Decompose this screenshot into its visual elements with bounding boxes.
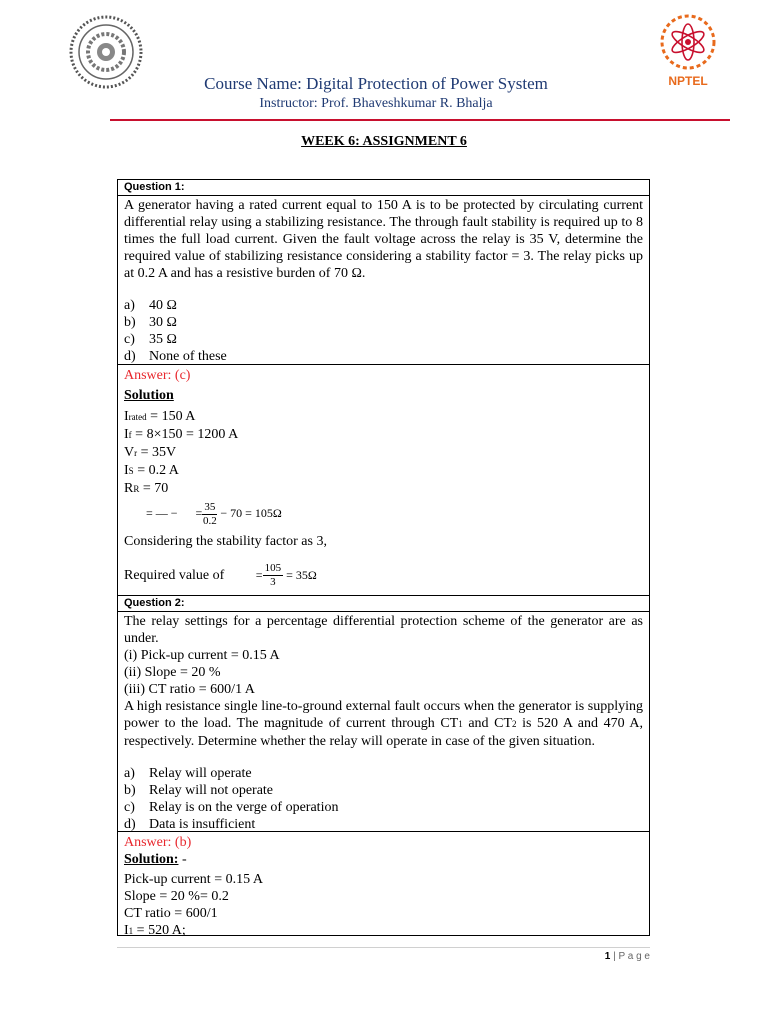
q2-solution-title: Solution: - xyxy=(124,852,187,867)
q1-solution-title: Solution xyxy=(124,388,174,403)
header-divider xyxy=(110,119,730,121)
q1-header: Question 1: xyxy=(124,181,185,193)
q2-option-c: c) Relay is on the verge of operation xyxy=(124,800,339,815)
q1-sol-line: RR = 70 xyxy=(124,481,169,496)
q2-sol-line: CT ratio = 600/1 xyxy=(124,906,218,921)
q2-body-box xyxy=(117,611,650,832)
q2-answer: Answer: (b) xyxy=(124,835,192,850)
q1-sol-line: If = 8×150 = 1200 A xyxy=(124,427,239,442)
q1-text: A generator having a rated current equal to 150 A is to be protected by circulating current differential relay using a stabilizing resistance. The through fault stability is required up to 8 times the full load current. Given the fault voltage across the relay is 35 V, determine the required value of stabilizing resistance considering a stability factor = 3. The relay picks up at 0.2 A and has a resistive burden of 70 Ω. xyxy=(124,198,643,281)
q1-option-b: b) 30 Ω xyxy=(124,315,177,330)
course-name: Course Name: Digital Protection of Power System xyxy=(204,74,548,93)
q1-option-d: d) None of these xyxy=(124,349,227,364)
q2-setting-2: (ii) Slope = 20 % xyxy=(124,665,221,680)
q1-considering: Considering the stability factor as 3, xyxy=(124,534,327,549)
q1-body-box xyxy=(117,195,650,365)
q1-answer: Answer: (c) xyxy=(124,368,191,383)
q2-text-2: A high resistance single line-to-ground external fault occurs when the generator is supplying power to the load. The magnitude of current through CT1 and CT2 is 520 A and 470 A, respectively. Determine whether the relay will operate in case of the given situation. xyxy=(124,699,643,749)
q1-option-a: a) 40 Ω xyxy=(124,298,177,313)
q1-sol-line: Vr = 35V xyxy=(124,445,177,460)
svg-text:NPTEL: NPTEL xyxy=(668,74,708,88)
q1-equation-1: = — − = $\frac{35}{0.2}$ − 70 = 105Ω xyxy=(146,500,282,527)
q1-sol-line: Irated = 150 A xyxy=(124,409,196,424)
q2-option-a: a) Relay will operate xyxy=(124,766,252,781)
q2-header: Question 2: xyxy=(124,597,185,609)
instructor-name: Instructor: Prof. Bhaveshkumar R. Bhalja xyxy=(259,96,493,111)
q2-sol-line: I1 = 520 A; xyxy=(124,923,186,938)
fraction: $\frac{35}{0.2}$ xyxy=(202,500,217,527)
q2-setting-1: (i) Pick-up current = 0.15 A xyxy=(124,648,280,663)
q2-solution-box xyxy=(117,831,650,936)
page-footer: 1 | P a g e xyxy=(604,951,650,962)
q2-header-box xyxy=(117,595,650,612)
fraction: $\frac{105}{3}$ xyxy=(264,562,282,589)
q2-text-1: The relay settings for a percentage differential protection scheme of the generator are as under. xyxy=(124,614,643,646)
q2-option-b: b) Relay will not operate xyxy=(124,783,274,798)
q1-solution-box xyxy=(117,364,650,596)
q1-sol-line: IS = 0.2 A xyxy=(124,463,179,478)
q2-sol-line: Slope = 20 %= 0.2 xyxy=(124,889,229,904)
assignment-title: WEEK 6: ASSIGNMENT 6 xyxy=(301,134,467,149)
q1-required-value: Required value of = $\frac{105}{3}$ = 35Ω xyxy=(124,562,317,589)
q1-option-c: c) 35 Ω xyxy=(124,332,177,347)
q1-header-box xyxy=(117,179,650,196)
page-number: 1 xyxy=(604,951,611,962)
footer-divider xyxy=(117,947,650,948)
q2-option-d: d) Data is insufficient xyxy=(124,817,256,832)
q2-setting-3: (iii) CT ratio = 600/1 A xyxy=(124,682,255,697)
q2-sol-line: Pick-up current = 0.15 A xyxy=(124,872,263,887)
